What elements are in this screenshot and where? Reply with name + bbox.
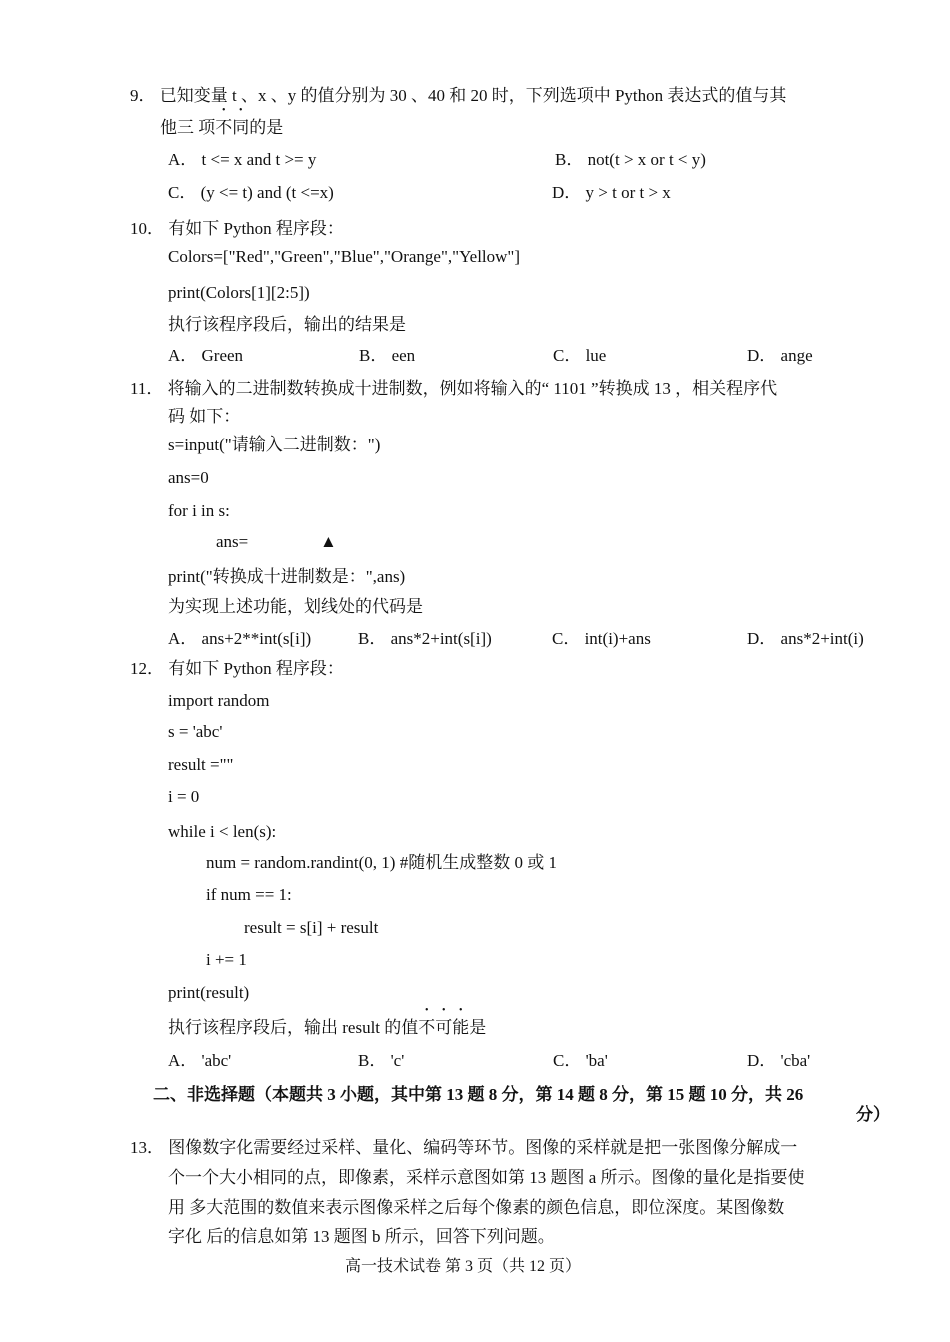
q9-emphasis-char: 同 — [232, 118, 250, 137]
q10-code-line1: Colors=["Red","Green","Blue","Orange","Yellow"] — [168, 247, 521, 266]
q10-option-c: C． lue — [553, 346, 607, 365]
q12-code-line5: while i < len(s): — [168, 822, 277, 841]
q10-option-a: A． Green — [168, 346, 244, 365]
q12-code-line6: num = random.randint(0, 1) #随机生成整数 0 或 1 — [206, 853, 557, 872]
q13-line4: 字化 后的信息如第 13 题图 b 所示，回答下列问题。 — [168, 1227, 555, 1246]
q12-code-line7: if num == 1: — [206, 885, 292, 904]
q9-stem-line1: 9． 已知变量 t 、x 、y 的值分别为 30 、40 和 20 时，下列选项中 Python 表达式的值与其 — [130, 86, 787, 105]
q13-line2: 个一个大小相同的点，即像素，采样示意图如第 13 题图 a 所示。图像的量化是指要使 — [168, 1168, 805, 1187]
q10-stem: 10． 有如下 Python 程序段： — [130, 219, 344, 238]
q12-option-a: A． 'abc' — [168, 1051, 232, 1070]
q12-option-b: B． 'c' — [358, 1051, 405, 1070]
q13-line1: 13． 图像数字化需要经过采样、量化、编码等环节。图像的采样就是把一张图像分解成一 — [130, 1138, 798, 1157]
q11-code-line3: for i in s: — [168, 501, 230, 520]
q12-emphasis-char: 不 — [418, 1018, 436, 1037]
q11-stem-line2: 码 如下： — [168, 407, 241, 426]
q12-question — [168, 1017, 486, 1039]
q11-code-line1: s=input("请输入二进制数：") — [168, 435, 381, 454]
q10-question: 执行该程序段后，输出的结果是 — [168, 315, 406, 334]
q11-stem-line1: 11． 将输入的二进制数转换成十进制数，例如将输入的“ 1101 ”转换成 13 ，相关程序代 — [130, 379, 778, 398]
q11-question: 为实现上述功能，划线处的代码是 — [168, 597, 423, 616]
q9-option-a: A． t <= x and t >= y — [168, 150, 317, 169]
q12-code-line8: result = s[i] + result — [244, 918, 379, 937]
q11-option-c: C． int(i)+ans — [552, 629, 651, 648]
q12-code-line9: i += 1 — [206, 950, 247, 969]
q11-code-line4: ans= — [216, 532, 249, 551]
q12-emphasis-char: 能 — [452, 1018, 470, 1037]
q11-option-a: A． ans+2**int(s[i]) — [168, 629, 312, 648]
q9-option-c: C． (y <= t) and (t <=x) — [168, 183, 334, 202]
section-heading-line2: 分） — [856, 1105, 890, 1124]
q12-code-line4: i = 0 — [168, 787, 200, 806]
q11-blank-marker: ▲ — [320, 532, 337, 551]
q12-code-line1: import random — [168, 691, 270, 710]
q11-code-line5: print("转换成十进制数是：",ans) — [168, 567, 406, 586]
q9-stem-line2-d: 的是 — [249, 118, 284, 137]
q10-option-b: B． een — [359, 346, 416, 365]
q12-code-line3: result ="" — [168, 755, 234, 774]
q12-option-d: D． 'cba' — [747, 1051, 811, 1070]
q12-question-e: 是 — [469, 1018, 487, 1037]
q12-stem: 12． 有如下 Python 程序段： — [130, 659, 344, 678]
q9-stem-line2-a: 他三 项 — [160, 118, 216, 137]
q11-option-b: B． ans*2+int(s[i]) — [358, 629, 492, 648]
q10-code-line2: print(Colors[1][2:5]) — [168, 283, 310, 302]
q9-emphasis-char: 不 — [215, 118, 233, 137]
section-heading-line1: 二、非选择题（本题共 3 小题，其中第 13 题 8 分，第 14 题 8 分，第 15 题 10 分，共 26 — [153, 1085, 804, 1104]
q12-option-c: C． 'ba' — [553, 1051, 608, 1070]
q11-option-d: D． ans*2+int(i) — [747, 629, 864, 648]
q10-option-d: D． ange — [747, 346, 813, 365]
q12-code-line10: print(result) — [168, 983, 250, 1002]
q13-line3: 用 多大范围的数值来表示图像采样之后每个像素的颜色信息，即位深度。某图像数 — [168, 1198, 785, 1217]
page-footer: 高一技术试卷 第 3 页（共 12 页） — [345, 1258, 582, 1275]
q9-option-d: D． y > t or t > x — [552, 183, 671, 202]
q12-emphasis-char: 可 — [435, 1018, 453, 1037]
q12-question-a: 执行该程序段后，输出 result 的值 — [168, 1018, 419, 1037]
q12-code-line2: s = 'abc' — [168, 722, 223, 741]
q11-code-line2: ans=0 — [168, 468, 209, 487]
q9-option-b: B． not(t > x or t < y) — [555, 150, 706, 169]
q9-stem-line2 — [160, 117, 283, 139]
